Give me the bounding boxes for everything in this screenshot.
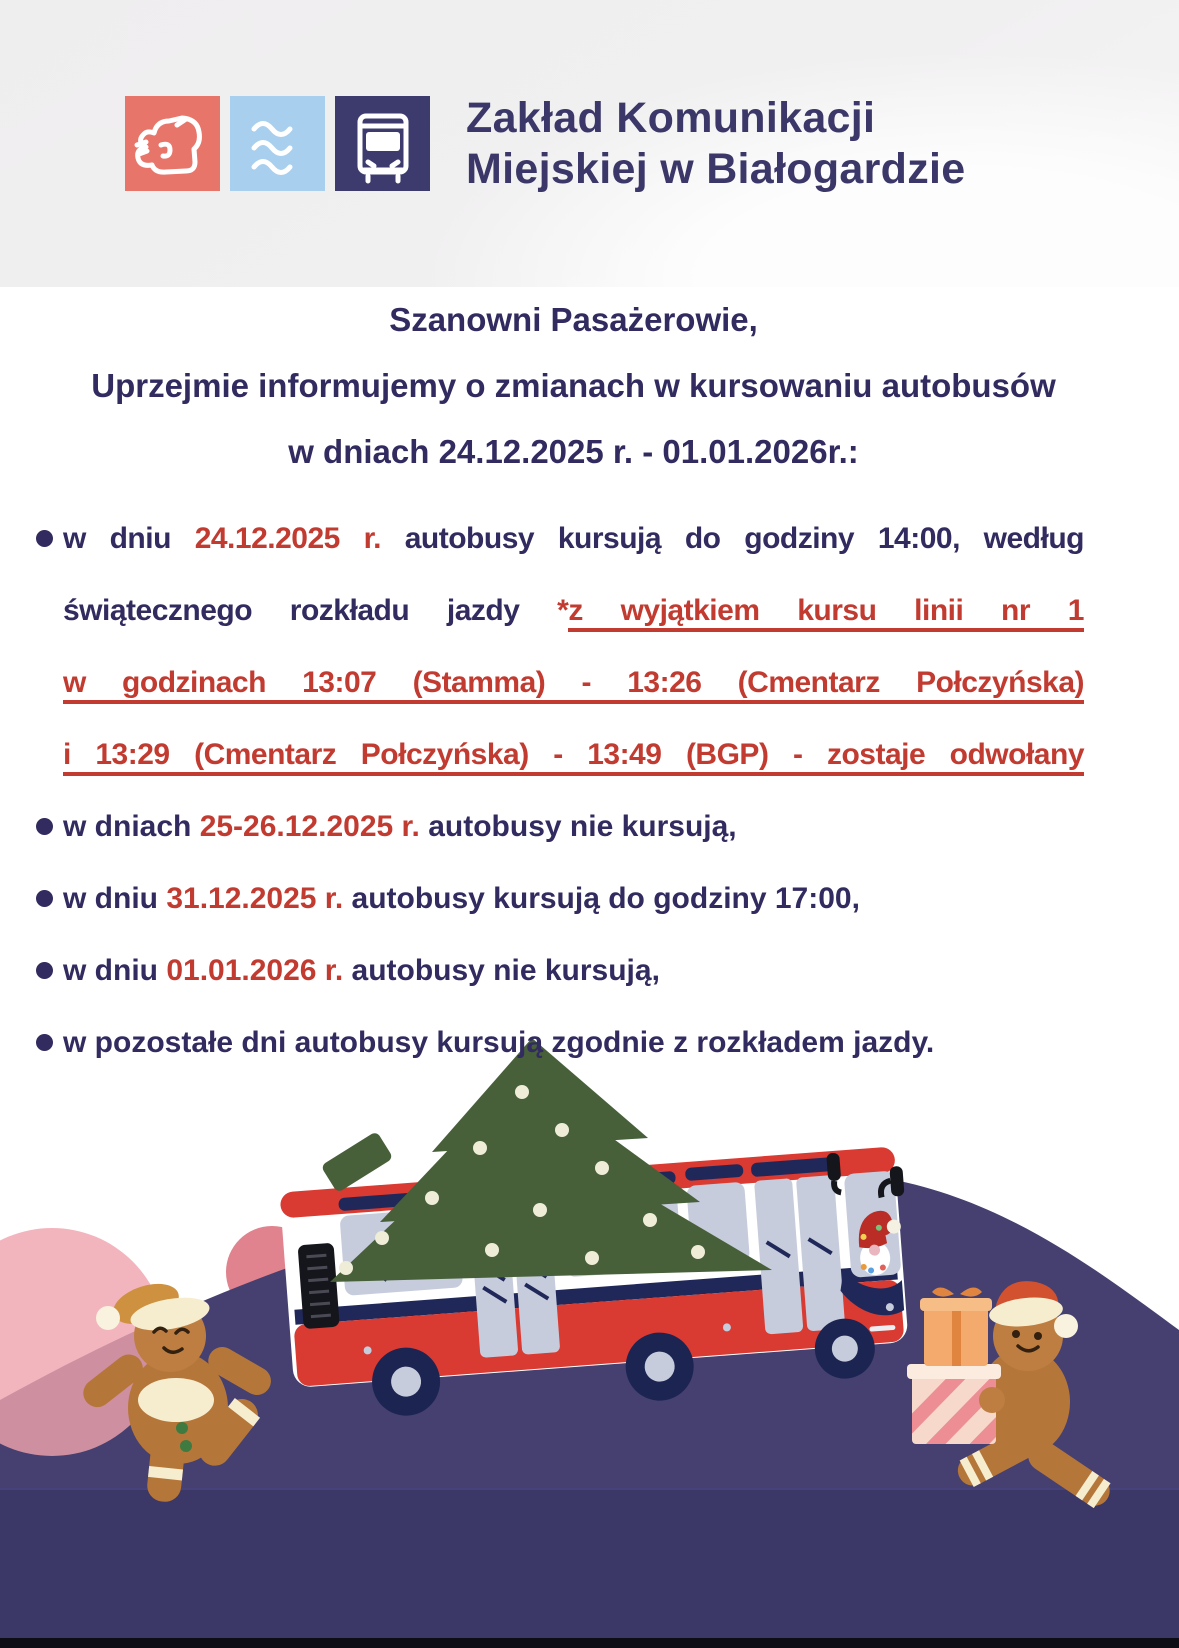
mirror-icon — [889, 1166, 904, 1197]
bus-icon — [335, 96, 430, 191]
list-item — [63, 935, 1084, 1007]
notice-line — [63, 575, 1084, 647]
bottom-edge-bar — [0, 1638, 1179, 1648]
text-segment: autobusy nie kursują, — [343, 954, 660, 987]
notice-line — [63, 1007, 1084, 1079]
heading-line1: Szanowni Pasażerowie, — [389, 301, 758, 338]
notice-line — [63, 935, 1084, 1007]
hat-pompom — [1054, 1314, 1078, 1338]
date-highlight: 31.12.2025 r. — [166, 882, 344, 915]
text-segment: w dniach — [63, 810, 200, 843]
mirror-icon — [826, 1153, 841, 1182]
notice-line — [63, 863, 1084, 935]
bullet-dot-icon — [36, 1034, 53, 1051]
text-segment: autobusy kursują do godziny 14:00, według — [380, 522, 1084, 555]
heading-line2: Uprzejmie informujemy o zmianach w kursowaniu autobusów — [91, 367, 1056, 404]
hat-pompom — [96, 1306, 120, 1330]
list-item — [63, 863, 1084, 935]
bullet-dot-icon — [36, 818, 53, 835]
text-segment: świątecznego rozkładu jazdy — [63, 594, 558, 627]
asterisk-mark: * — [557, 594, 569, 627]
notice-line — [63, 503, 1084, 575]
text-segment: w dniu — [63, 954, 167, 987]
announcement-body — [0, 287, 1179, 1059]
notice-line — [63, 647, 1084, 719]
bullet-dot-icon — [36, 530, 53, 547]
greeting-heading — [63, 287, 1084, 485]
notice-list — [63, 503, 1084, 1079]
text-segment: autobusy kursują do godziny 17:00, — [343, 882, 860, 915]
heading-line3: w dniach 24.12.2025 r. - 01.01.2026r.: — [288, 433, 859, 470]
text-segment: autobusy nie kursują, — [419, 810, 737, 843]
waves-icon — [230, 96, 325, 191]
bullet-dot-icon — [36, 962, 53, 979]
christmas-bus-illustration — [0, 1030, 1179, 1648]
text-segment: w pozostałe dni autobusy kursują zgodnie z rozkładem jazdy. — [63, 1026, 935, 1059]
date-highlight: 24.12.2025 r. — [194, 522, 381, 555]
text-segment: w dniu — [63, 522, 195, 555]
bullet-dot-icon — [36, 890, 53, 907]
cancelled-route-text: i 13:29 (Cmentarz Połczyńska) - 13:49 (BGP) - zostaje odwołany — [63, 738, 1084, 776]
cancelled-route-text: z wyjątkiem kursu linii nr 1 — [568, 594, 1084, 632]
text-segment: w dniu — [63, 882, 167, 915]
brand-name-line2: Miejskiej w Białogardzie — [466, 144, 966, 193]
date-highlight: 25-26.12.2025 r. — [199, 810, 420, 843]
footer-band — [0, 1489, 1179, 1648]
notice-line — [63, 719, 1084, 791]
list-item — [63, 791, 1084, 863]
list-item — [63, 1007, 1084, 1079]
griffin-icon — [125, 96, 220, 191]
header — [0, 0, 1179, 287]
brand-name-line1: Zakład Komunikacji — [466, 93, 876, 142]
date-highlight: 01.01.2026 r. — [166, 954, 344, 987]
brand-name — [466, 93, 965, 194]
list-item — [63, 503, 1084, 791]
cancelled-route-text: w godzinach 13:07 (Stamma) - 13:26 (Cmentarz Połczyńska) — [63, 666, 1084, 704]
notice-line — [63, 791, 1084, 863]
logo — [125, 96, 430, 191]
